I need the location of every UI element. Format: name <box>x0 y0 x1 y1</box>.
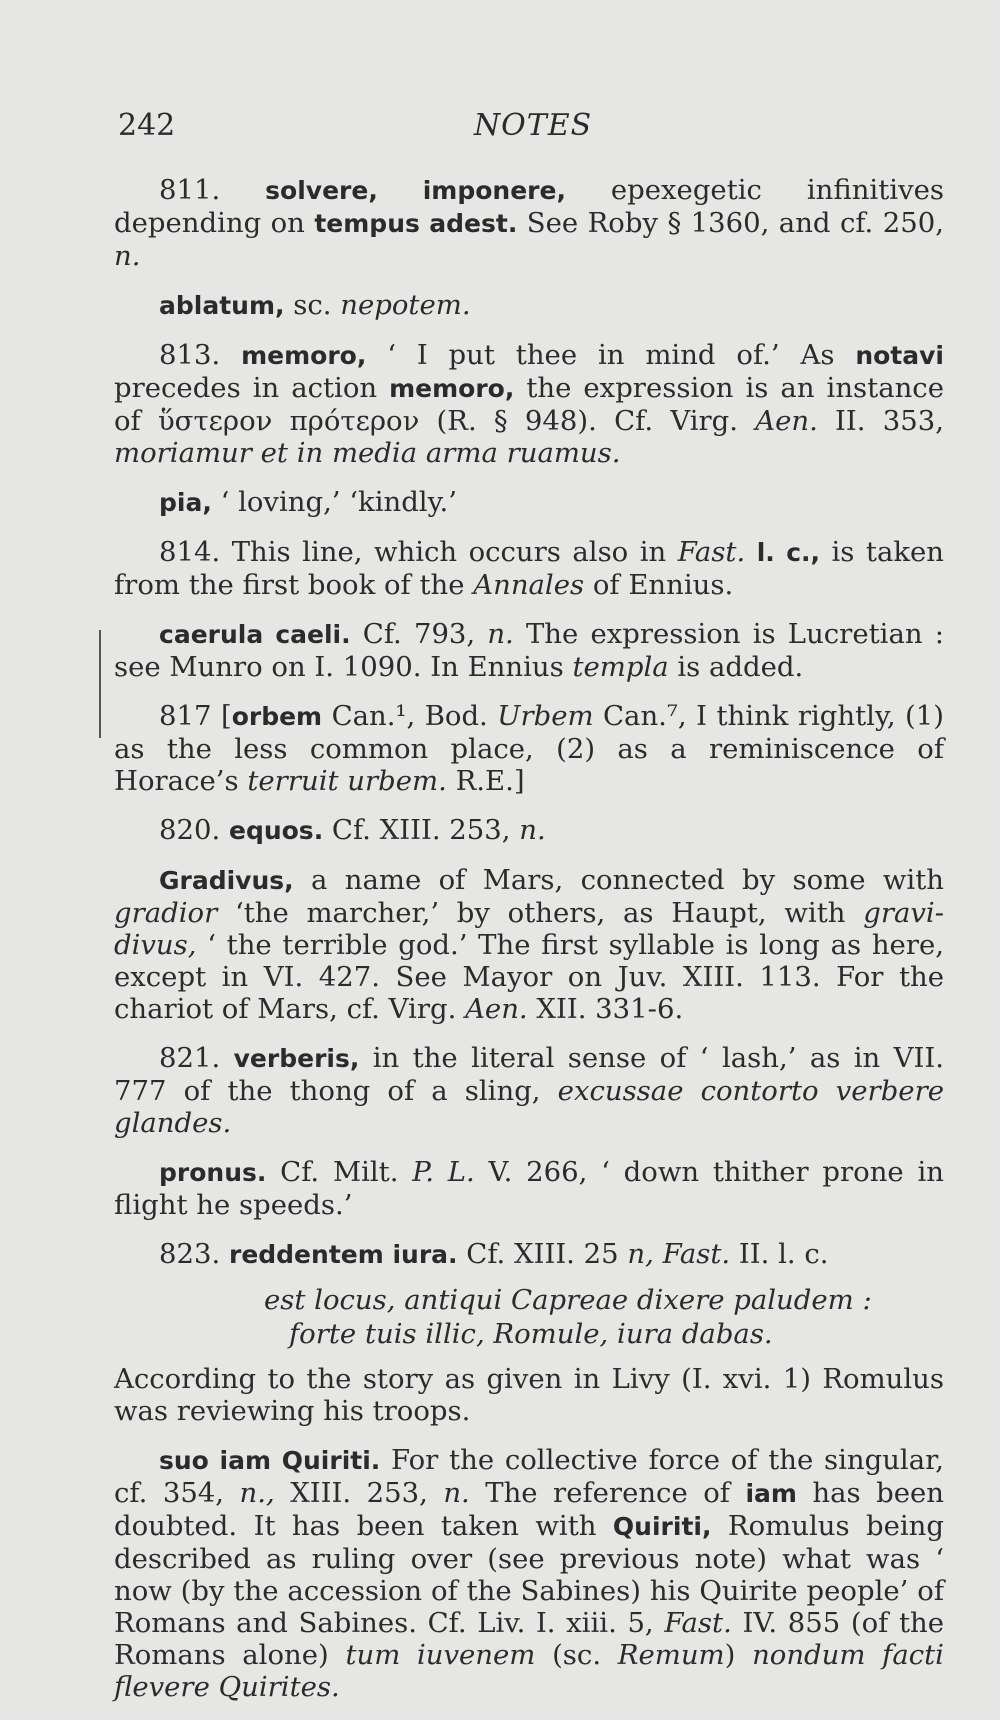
lemma: suo iam Quiriti. <box>159 1446 381 1475</box>
note-814 <box>114 536 944 601</box>
lemma: tempus adest. <box>314 209 518 238</box>
note-text: epexegetic infinitives depending on <box>114 174 944 239</box>
note-text: IV. 855 (of the Romans alone) <box>114 1607 944 1671</box>
italic-ref: Fast. <box>677 536 746 568</box>
italic-quote: tum iuvenem <box>345 1639 536 1671</box>
italic-ref: n. <box>487 618 514 650</box>
note-text: The expression is Lucretian : see Munro on I. 1090. In Ennius <box>114 618 944 683</box>
note-823 <box>114 1238 944 1271</box>
note-pronus <box>114 1156 944 1221</box>
lemma: verberis, <box>233 1044 360 1073</box>
note-text: The reference of <box>469 1477 746 1509</box>
lemma: iam <box>745 1479 797 1508</box>
italic-ref: n. <box>114 240 141 272</box>
note-ablatum <box>114 289 944 322</box>
note-text: Cf. XIII. 25 <box>457 1238 628 1270</box>
note-text: ‘ I put thee in mind of.’ As <box>366 339 856 371</box>
italic-ref: nepotem. <box>340 289 471 321</box>
note-text: ) <box>724 1639 753 1671</box>
note-text: See Roby § 1360, and cf. 250, <box>517 207 944 239</box>
italic-ref: n. <box>443 1477 470 1509</box>
lemma: pia, <box>159 488 212 517</box>
lemma: solvere, imponere, <box>265 176 566 205</box>
note-text: Cf. Milt. <box>266 1156 413 1188</box>
note-text: V. 266, ‘ down thither prone in flight he speeds.’ <box>114 1156 945 1221</box>
note-811 <box>114 174 944 272</box>
note-text: has been doubted. It has been taken with <box>114 1477 944 1542</box>
note-text: precedes in action <box>114 372 390 404</box>
italic-quote: moriamur et in media arma ruamus. <box>114 437 621 469</box>
italic-ref: Urbem <box>497 700 594 732</box>
italic-quote: terruit urbem. <box>247 765 447 797</box>
lemma: Quiriti, <box>612 1512 712 1541</box>
italic-ref: Fast. <box>664 1607 732 1639</box>
lemma: caerula caeli. <box>159 620 351 649</box>
note-text: Can.⁷, I think rightly, (1) as the less common place, (2) as a reminiscence of Horace’s <box>114 700 944 797</box>
note-text: II. 353, <box>817 405 944 437</box>
lemma: l. c., <box>756 538 821 567</box>
note-text: This line, which occurs also in <box>220 536 678 568</box>
lemma: pronus. <box>159 1158 267 1187</box>
italic-quote: Remum <box>617 1639 725 1671</box>
note-text: XIII. 253, <box>274 1477 444 1509</box>
page-header <box>118 108 948 154</box>
italic-ref: Fast. <box>662 1238 731 1270</box>
italic-ref: n, <box>627 1238 654 1270</box>
note-number: 821. <box>159 1042 221 1074</box>
note-text: is taken from the first book of the <box>114 536 944 601</box>
italic-ref: P. L. <box>412 1156 475 1188</box>
italic-ref: gravi-divus, <box>114 897 944 961</box>
notes-body <box>114 174 944 1720</box>
italic-ref: Aen. <box>465 993 528 1025</box>
note-number: 811. <box>159 174 221 206</box>
lemma: notavi <box>855 341 944 370</box>
page-number: 242 <box>118 108 176 143</box>
verse-line: est locus, antiqui Capreae dixere paludem : <box>264 1284 872 1316</box>
note-number: 813. <box>159 339 221 371</box>
running-title: NOTES <box>473 108 593 143</box>
italic-quote: excussae contorto verbere glandes. <box>114 1075 944 1139</box>
note-text: in the literal sense of ‘ lash,’ as in VII. 777 of the thong of a sling, <box>114 1042 944 1107</box>
note-text: Cf. XIII. 253, <box>323 814 520 846</box>
lemma: ablatum, <box>159 291 285 320</box>
note-number: 814. <box>159 536 221 568</box>
note-text: R.E.] <box>446 765 525 797</box>
italic-ref: Aen. <box>755 405 818 437</box>
note-number: 820. <box>159 814 221 846</box>
italic-quote: nondum facti flevere Quirites. <box>114 1639 944 1703</box>
italic-ref: n., <box>239 1477 275 1509</box>
note-text: a name of Mars, connected by some with <box>293 864 944 896</box>
italic-ref: Annales <box>473 569 585 601</box>
italic-ref: n. <box>519 814 546 846</box>
note-according <box>114 1363 944 1427</box>
note-text: ‘the marcher,’ by others, as Haupt, with <box>217 897 864 929</box>
note-text: sc. <box>284 289 341 321</box>
lemma: memoro, <box>389 374 515 403</box>
lemma: equos. <box>228 816 324 845</box>
note-text: Cf. 793, <box>350 618 488 650</box>
note-text: is added. <box>668 651 804 683</box>
note-suo-iam <box>114 1444 944 1703</box>
note-text: XII. 331-6. <box>527 993 684 1025</box>
lemma: Gradivus, <box>159 866 294 895</box>
lemma: memoro, <box>241 341 367 370</box>
note-pia <box>114 486 944 519</box>
note-text: Romulus being described as ruling over (see previous note) what was ‘ now (by the accession of the Sabines) his Quirite people’ of Romans and Sabines. Cf. Liv. I. xiii. 5, <box>114 1510 944 1639</box>
margin-pencil-mark <box>99 630 101 738</box>
note-817 <box>114 700 944 797</box>
note-text: ‘ the terrible god.’ The first syllable is long as here, except in VI. 427. See Mayor on Juv. XIII. 113. For the chariot of Mars, cf. Virg. <box>114 929 944 1025</box>
note-text: For the collective force of the singular, cf. 354, <box>114 1444 944 1509</box>
note-number: 823. <box>159 1238 221 1270</box>
lemma: orbem <box>231 702 323 731</box>
note-text: ‘ loving,’ ‘kindly.’ <box>211 486 457 518</box>
note-number: 817 <box>159 700 212 732</box>
verse-quotation <box>114 1283 944 1351</box>
note-text: (sc. <box>535 1639 618 1671</box>
lemma: reddentem iura. <box>228 1240 458 1269</box>
note-820 <box>114 814 944 847</box>
note-text: According to the story as given in Livy (I. xvi. 1) Romulus was reviewing his troops. <box>114 1363 944 1427</box>
note-813 <box>114 339 944 469</box>
italic-ref: gradior <box>114 897 218 929</box>
verse-line: forte tuis illic, Romule, iura dabas. <box>289 1318 773 1350</box>
italic-ref: templa <box>572 651 669 683</box>
note-text: Can.¹, Bod. <box>322 700 498 732</box>
note-text: the expression is an instance of ὕστερον πρότερον (R. § 948). Cf. Virg. <box>114 372 944 437</box>
note-821 <box>114 1042 944 1139</box>
note-caerula <box>114 618 944 683</box>
note-gradivus <box>114 864 944 1025</box>
note-text: [ <box>211 700 232 732</box>
note-text: of Ennius. <box>584 569 734 601</box>
note-text: II. l. c. <box>730 1238 829 1270</box>
